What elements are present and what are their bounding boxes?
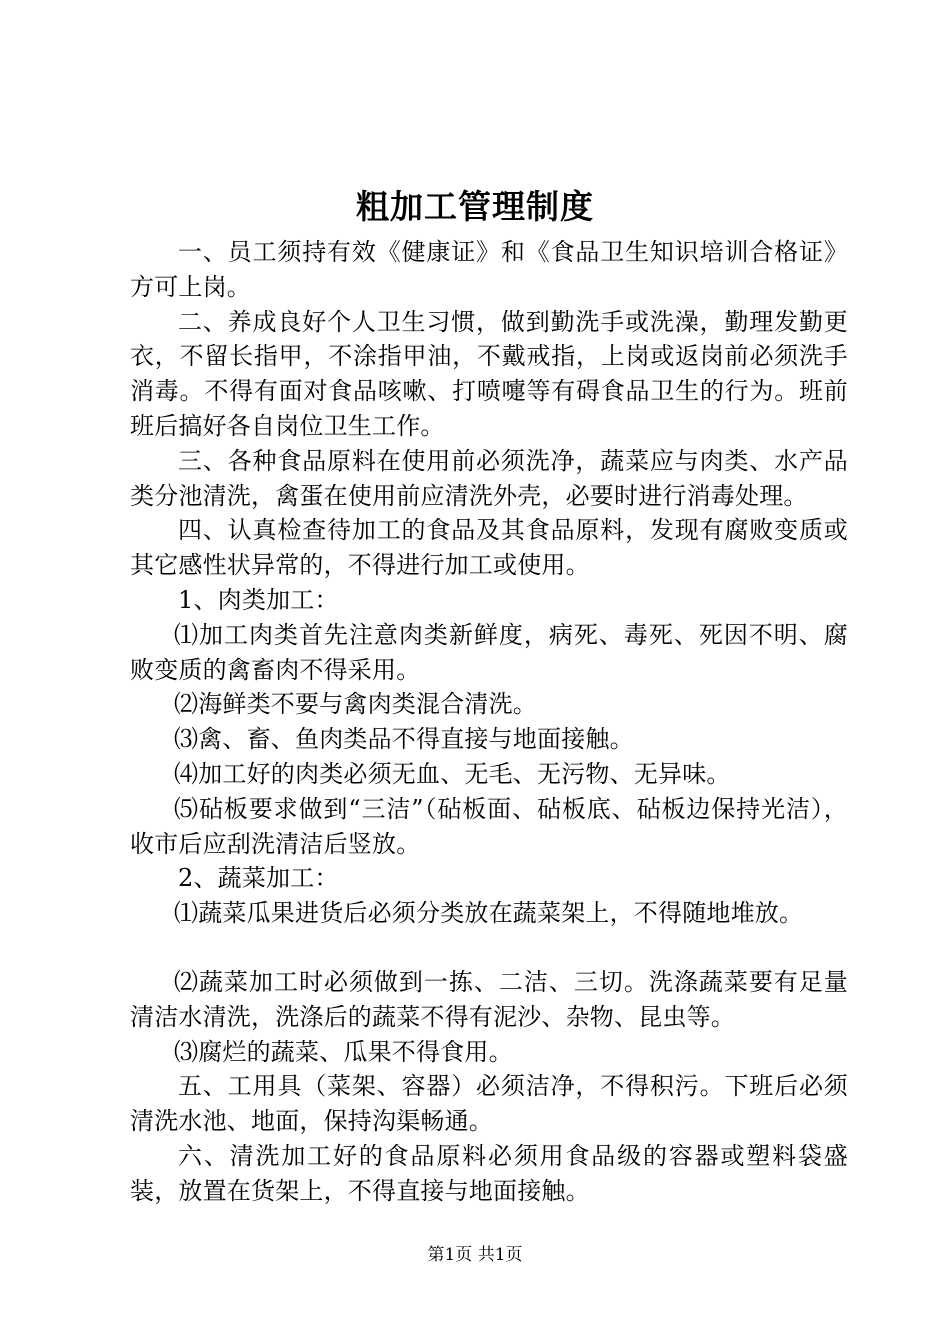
paragraph-4: 四、认真检查待加工的食品及其食品原料，发现有腐败变质或其它感性状异常的，不得进行加工或使用。: [130, 516, 848, 580]
document-body: [130, 235, 848, 1209]
paragraph-1: 一、员工须持有效《健康证》和《食品卫生知识培训合格证》方可上岗。: [130, 238, 848, 301]
page-footer: 第1页 共1页: [427, 1245, 523, 1265]
vegetable-item-1: ⑴蔬菜瓜果进货后必须分类放在蔬菜架上，不得随地堆放。: [174, 899, 804, 928]
blank-line: [130, 931, 848, 965]
paragraph-5: 五、工用具（菜架、容器）必须洁净，不得积污。下班后必须清洗水池、地面，保持沟渠畅通。: [130, 1072, 848, 1136]
meat-item-1: ⑴加工肉类首先注意肉类新鲜度，病死、毒死、死因不明、腐败变质的禽畜肉不得采用。: [130, 620, 848, 684]
section-heading-vegetables: 2、蔬菜加工：: [178, 864, 339, 893]
paragraph-6: 六、清洗加工好的食品原料必须用食品级的容器或塑料袋盛装，放置在货架上，不得直接与地面接触。: [130, 1141, 848, 1205]
meat-item-5: ⑸砧板要求做到“三洁”（砧板面、砧板底、砧板边保持光洁），收市后应刮洗清洁后竖放。: [130, 794, 848, 858]
meat-item-4: ⑷加工好的肉类必须无血、无毛、无污物、无异味。: [174, 759, 731, 788]
vegetable-item-3: ⑶腐烂的蔬菜、瓜果不得食用。: [174, 1037, 513, 1066]
vegetable-item-2: ⑵蔬菜加工时必须做到一拣、二洁、三切。洗涤蔬菜要有足量清洁水清洗，洗涤后的蔬菜不得有泥沙、杂物、昆虫等。: [130, 967, 848, 1031]
meat-item-2: ⑵海鲜类不要与禽肉类混合清洗。: [174, 690, 537, 719]
paragraph-3: 三、各种食品原料在使用前必须洗净，蔬菜应与肉类、水产品类分池清洗，禽蛋在使用前应清洗外壳，必要时进行消毒处理。: [130, 446, 848, 510]
page-title: 粗加工管理制度: [356, 187, 594, 226]
section-heading-meat: 1、肉类加工：: [178, 585, 339, 614]
meat-item-3: ⑶禽、畜、鱼肉类品不得直接与地面接触。: [174, 725, 634, 754]
paragraph-2: 二、养成良好个人卫生习惯，做到勤洗手或洗澡，勤理发勤更衣，不留长指甲，不涂指甲油，不戴戒指，上岗或返岗前必须洗手消毒。不得有面对食品咳嗽、打喷嚏等有碍食品卫生的行为。班前班后搞好各自岗位卫生工作。: [130, 307, 848, 440]
